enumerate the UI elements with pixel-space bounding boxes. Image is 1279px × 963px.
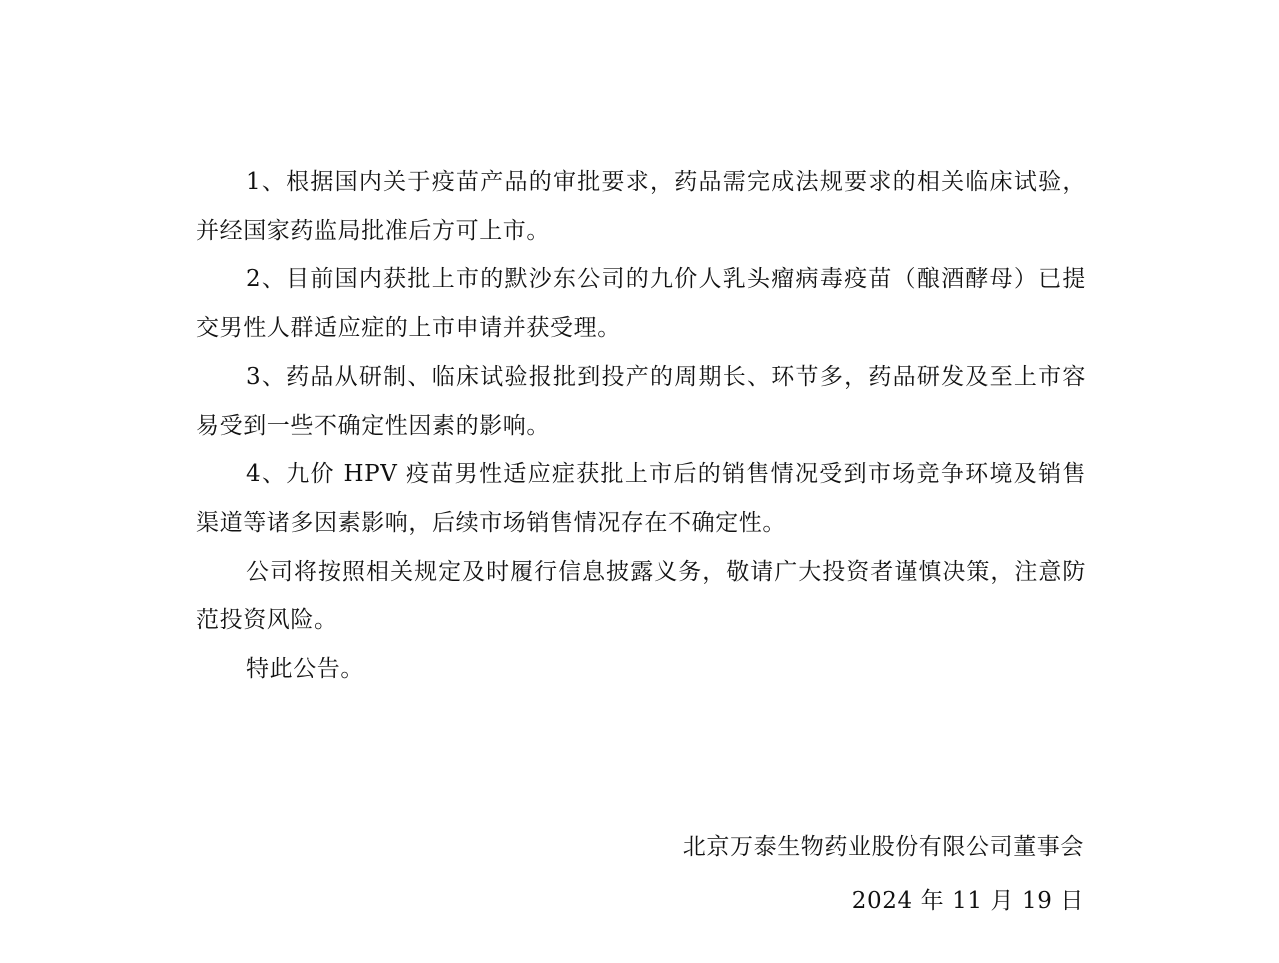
risk-item-1: 1、根据国内关于疫苗产品的审批要求，药品需完成法规要求的相关临床试验，并经国家药监局批准后方可上市。: [196, 169, 1086, 244]
signature-block: [683, 820, 1084, 928]
closing-statement: 特此公告。: [246, 656, 364, 683]
announcement-date: 2024 年 11 月 19 日: [851, 888, 1084, 914]
risk-item-2: 2、目前国内获批上市的默沙东公司的九价人乳头瘤病毒疫苗（酿酒酵母）已提交男性人群适应症的上市申请并获受理。: [196, 266, 1086, 342]
risk-item-4: 4、九价 HPV 疫苗男性适应症获批上市后的销售情况受到市场竞争环境及销售渠道等诸多因素影响，后续市场销售情况存在不确定性。: [196, 461, 1086, 536]
company-name: 北京万泰生物药业股份有限公司董事会: [682, 834, 1084, 860]
disclosure-statement: 公司将按照相关规定及时履行信息披露义务，敬请广大投资者谨慎决策，注意防范投资风险。: [196, 558, 1086, 634]
announcement-body: [196, 158, 1086, 694]
risk-item-3: 3、药品从研制、临床试验报批到投产的周期长、环节多，药品研发及至上市容易受到一些不确定性因素的影响。: [196, 363, 1086, 439]
